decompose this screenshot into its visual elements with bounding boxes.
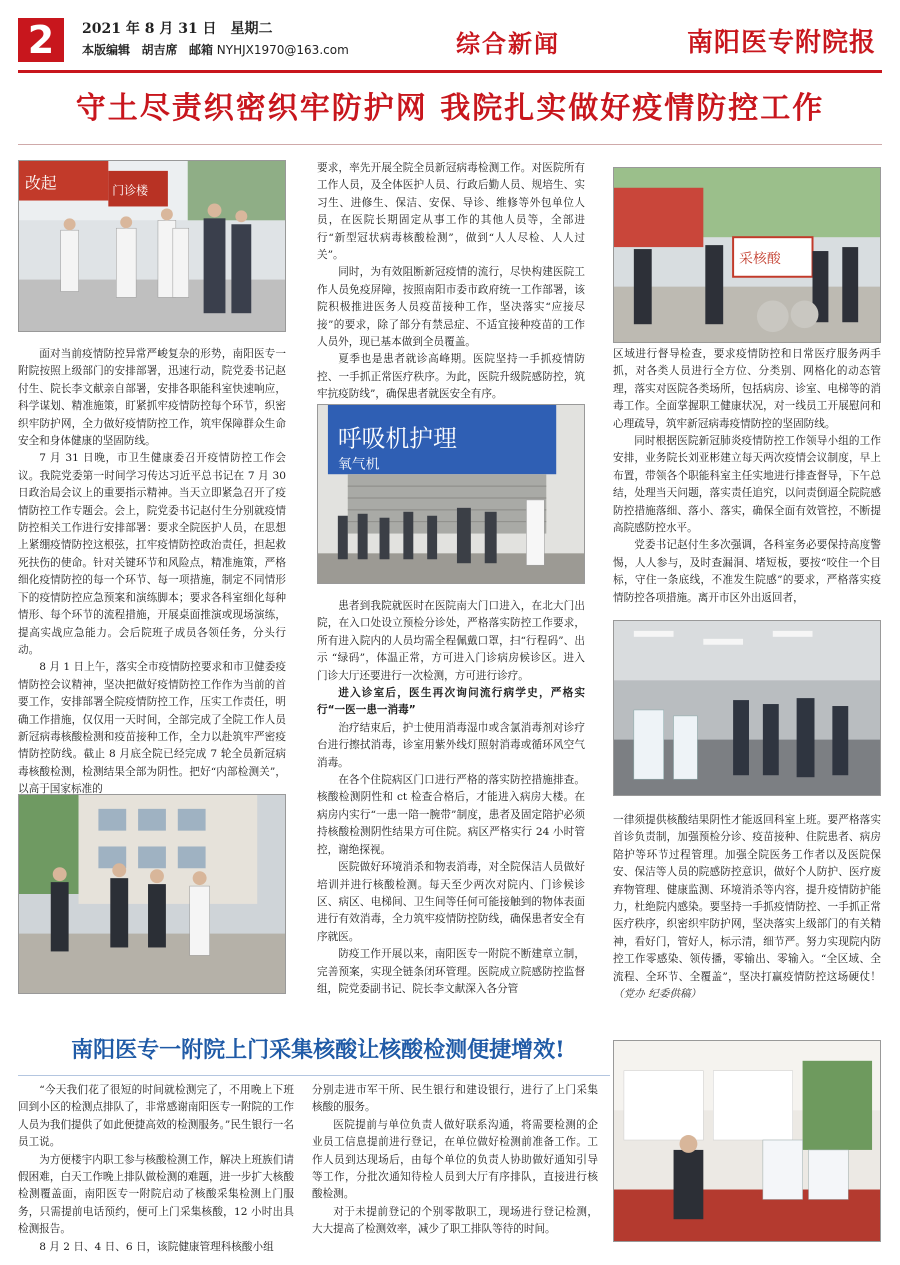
paper-logo: 南阳医专附院报	[686, 28, 876, 58]
masthead-rule	[18, 70, 882, 73]
article2-headline: 南阳医专一附院上门采集核酸让核酸检测便捷增效!	[71, 1037, 565, 1063]
a2-col1-p1: “今天我们花了很短的时间就检测完了，不用晚上下班回到小区的检测点排队了，非常感谢南阳医专一附院的工作人员为我们提供了如此便捷高效的检测服务。”民生银行一名员工说。	[18, 1084, 294, 1149]
photo-sampling-sign: 采核酸	[739, 250, 781, 267]
a2-col2-p2: 医院提前与单位负责人做好联系沟通，将需要检测的企业员工信息提前进行登记，在单位做好检测前准备工作。工作人员到达现场后，由每个单位的负责人协助做好通知引导等工作，分批次通知待检人员到大厅有序排队，直接进行核酸检测。	[312, 1118, 598, 1201]
article1-column-1	[18, 346, 286, 796]
photo-sign-left: 改起	[24, 173, 57, 193]
a1-col3-p2: 同时根据医院新冠肺炎疫情防控工作领导小组的工作安排，业务院长刘亚彬建立每天两次疫情会议制度，早上布置，带领各个职能科室主任实地进行排查督导，下午总结，处理当天问题，落实责任追究，以问责倒逼全院院感防控措施落细、落小、落实，确保全面有效管控，不断提高院感防控水平。	[613, 435, 881, 535]
section-title: 综合新闻	[456, 30, 560, 58]
editor-label: 本版编辑	[82, 43, 131, 57]
a1-col2-p2: 同时，为有效阻断新冠疫情的流行，尽快构建医院工作人员免疫屏障，按照南阳市委市政府统一工作部署，该院积极推进医务人员疫苗接种工作，坚决落实“应接尽接”的要求，除了部分有禁忌症、不适宜接种疫苗的工作人员外，现已基本做到全员覆盖。	[317, 266, 585, 349]
editor-line	[82, 41, 349, 58]
photo-shop-sign: 呼吸机护理	[337, 424, 457, 453]
a1-col2-p5: 治疗结束后，护士使用消毒湿巾或含氯消毒剂对诊疗台进行擦拭消毒，诊室用紫外线灯照射消毒或循环风空气消毒。	[317, 721, 585, 769]
a1-col3-p1: 区域进行督导检查，要求疫情防控和日常医疗服务两手抓，对各类人员进行全方位、分类别、网格化的动态管理，落实对医院各类场所，包括病房、诊室、电梯等的消毒工作。全面掌握职工健康状况，对一线员工开展慰问和心理疏导，筑牢新冠病毒疫情防控的坚固防线。	[613, 348, 881, 430]
a1-col2-p7: 医院做好环境消杀和物表消毒，对全院保洁人员做好培训并进行核酸检测。每天至少两次对院内、门诊候诊区、病区、电梯间、卫生间等任何可能接触到的物体表面进行有效消毒，全力筑牢疫情防控防线，确保患者安全有序就医。	[317, 861, 585, 943]
article1-column-2-top	[317, 160, 585, 401]
article1-signature: （党办 纪委供稿）	[613, 988, 702, 1001]
page-number: 2	[18, 18, 64, 62]
photo-door-to-door-sampling	[613, 1040, 881, 1242]
photo-nucleic-testing-hall	[613, 620, 881, 796]
a1-col1-p3: 8 月 1 日上午，落实全市疫情防控要求和市卫健委疫情防控会议精神，坚决把做好疫情防控工作作为当前的首要工作，安排部署全院疫情防控工作，压实工作责任，明确工作措施，仅仅用一天时间，全部完成了全院工作人员新冠病毒核酸检测和疫苗接种工作，全力以赴筑牢严密疫情防控防线。截止 8 月底全院已经完成 7 轮全员新冠病毒核酸检测，检测结果全部为阴性。把好“内部检测关”，以高于国家标准的	[18, 661, 286, 796]
a2-col2-p1: 分别走进市军干所、民生银行和建设银行，进行了上门采集核酸的服务。	[312, 1084, 598, 1114]
article2-divider	[18, 1075, 610, 1076]
photo-sampling-point	[613, 167, 881, 343]
photo-campus-check	[18, 794, 286, 994]
article1-column-2-bottom	[317, 598, 585, 1016]
headline-divider	[18, 144, 882, 145]
article2-column-1	[18, 1082, 294, 1253]
article1-headline: 守土尽责织密织牢防护网 我院扎实做好疫情防控工作	[75, 91, 825, 126]
a1-col2-p4: 患者到我院就医时在医院南大门口进入，在北大门出院，在入口处设立预检分诊处，严格落实防控工作要求，所有进入院内的人员均需全程佩戴口罩，扫“行程码”、出示 “绿码”，体温正常，方可进入门诊病房候诊区。进入门诊大厅还要进行一次检测，方可进行诊疗。	[317, 600, 585, 682]
photo-hospital-gate	[317, 404, 585, 584]
a1-col3-p3: 党委书记赵付生多次强调，各科室务必要保持高度警惕，人人参与，及时查漏洞、堵短板，要按“咬住一个目标，守住一条底线，不准发生院感”的要求，严格落实疫情防控各项措施。离开市区外出返回者，	[613, 539, 881, 604]
a1-col1-p1: 面对当前疫情防控异常严峻复杂的形势，南阳医专一附院按照上级部门的安排部署，迅速行动，院党委书记赵付生、院长李文献亲自部署，安排各职能科室快速响应，科学谋划、精准施策，盯紧抓牢疫情防控每个环节，织密织牢防护网，全力做好疫情防控工作，筑牢保障群众生命安全和身体健康的坚固防线。	[18, 348, 286, 448]
a1-col2-p6: 在各个住院病区门口进行严格的落实防控措施排查。核酸检测阴性和 ct 检查合格后，才能进入病房大楼。在病房内实行“一患一陪一腕带”制度，患者及固定陪护必须持核酸检测阴性结果方可住院。病区严格实行 24 小时管控，谢绝探视。	[317, 774, 585, 856]
mail-label: 邮箱	[188, 43, 213, 57]
a2-col1-p3: 8 月 2 日、4 日、6 日，该院健康管理科核酸小组	[39, 1240, 274, 1253]
mail-address[interactable]: NYHJX1970@163.com	[216, 43, 349, 57]
article2-column-2	[312, 1082, 598, 1246]
a1-col2-p3: 夏季也是患者就诊高峰期。医院坚持一手抓疫情防控、一手抓正常医疗秩序。为此，医院升级院感防控，筑牢抗疫防线”，确保患者就医安全有序。	[317, 353, 585, 401]
a1-col3-p4-text: 一律须提供核酸结果阴性才能返回科室上班。要严格落实首诊负责制，加强预检分诊、疫苗接种、住院患者、病房陪护等环节过程管理。加强全院医务工作者以及医院保安、保洁等人员的院感防控意识，做好个人防护、医疗废弃物管理、健康监测、环境消杀等内容，提升疫情防护能力，杜绝院内感染。要坚持一手抓疫情防控、一手抓正常医疗秩序，织密织牢防护网，坚决落实上级部门的有关精神，看好门，管好人，标示清，细节严。努力实现院内防控工作零感染、领传播，零输出、零输入。“全区域、全流程、全环节、全覆盖”，坚决打赢疫情防控这场硬仗！	[613, 814, 881, 983]
photo-shop-sign-2: 氧气机	[337, 456, 380, 473]
photo-sign-right: 门诊楼	[112, 183, 148, 198]
a1-col3-p4	[613, 812, 881, 1003]
a1-col2-bold: 进入诊室后，医生再次询问流行病学史，严格实行“一医一患一消毒”	[317, 687, 585, 717]
a2-col1-p2: 为方便楼宇内职工参与核酸检测工作，解决上班族们请假困难，白天工作晚上排队做检测的难题，进一步扩大核酸检测覆盖面，南阳医专一附院启动了核酸采集检测上门服务，只需提前电话预约，便可上门采集核酸，12 小时出具检测报告。	[18, 1153, 294, 1236]
editor-name: 胡吉席	[141, 43, 178, 57]
a1-col2-p1: 要求，率先开展全院全员新冠病毒检测工作。对医院所有工作人员，及全体医护人员、行政后勤人员、规培生、实习生、进修生、保洁、安保、导诊、维修等外包单位人员，在医院长期固定从事工作的其他人员等，全部进行“新型冠状病毒核酸检测”，做到“人人尽检、人人过关”。	[317, 162, 585, 262]
a1-col2-p8: 防疫工作开展以来，南阳医专一附院不断建章立制，完善预案，实现全链条闭环管理。医院成立院感防控监督组，院党委副书记、院长李文献深入各分管	[317, 948, 585, 995]
a1-col1-p2: 7 月 31 日晚，市卫生健康委召开疫情防控工作会议。我院党委第一时间学习传达习近平总书记在 7 月 30 日政治局会议上的重要指示精神。当天立即紧急召开了疫情防控工作专题会。会上，院党委书记赵付生分别就疫情防控相关工作进行安排部署：要求全院医护人员，在思想上紧绷疫情防控这根弦，扛牢疫情防控政治责任，担起救死扶伤的使命。针对关键环节和风险点，精准施策，严格细化疫情防控的每一个环节、每一项措施，制定不同情形下的疫情防控应急预案和演练脚本；要求各科室细化每种情形、每个环节的流程措施，开展桌面推演或现场演练，提高实战应急能力。会后院班子成员各领任务，分头行动。	[18, 452, 286, 656]
issue-date: 2021 年 8 月 31 日 星期二	[82, 21, 273, 37]
article1-column-3-bottom	[613, 812, 881, 1018]
a2-col2-p3: 对于未提前登记的个别零散职工，现场进行登记检测，大大提高了检测效率，减少了职工排队等待的时间。	[312, 1205, 598, 1236]
photo-leaders-inspection	[18, 160, 286, 332]
article1-column-3-top	[613, 346, 881, 614]
masthead	[18, 18, 882, 66]
